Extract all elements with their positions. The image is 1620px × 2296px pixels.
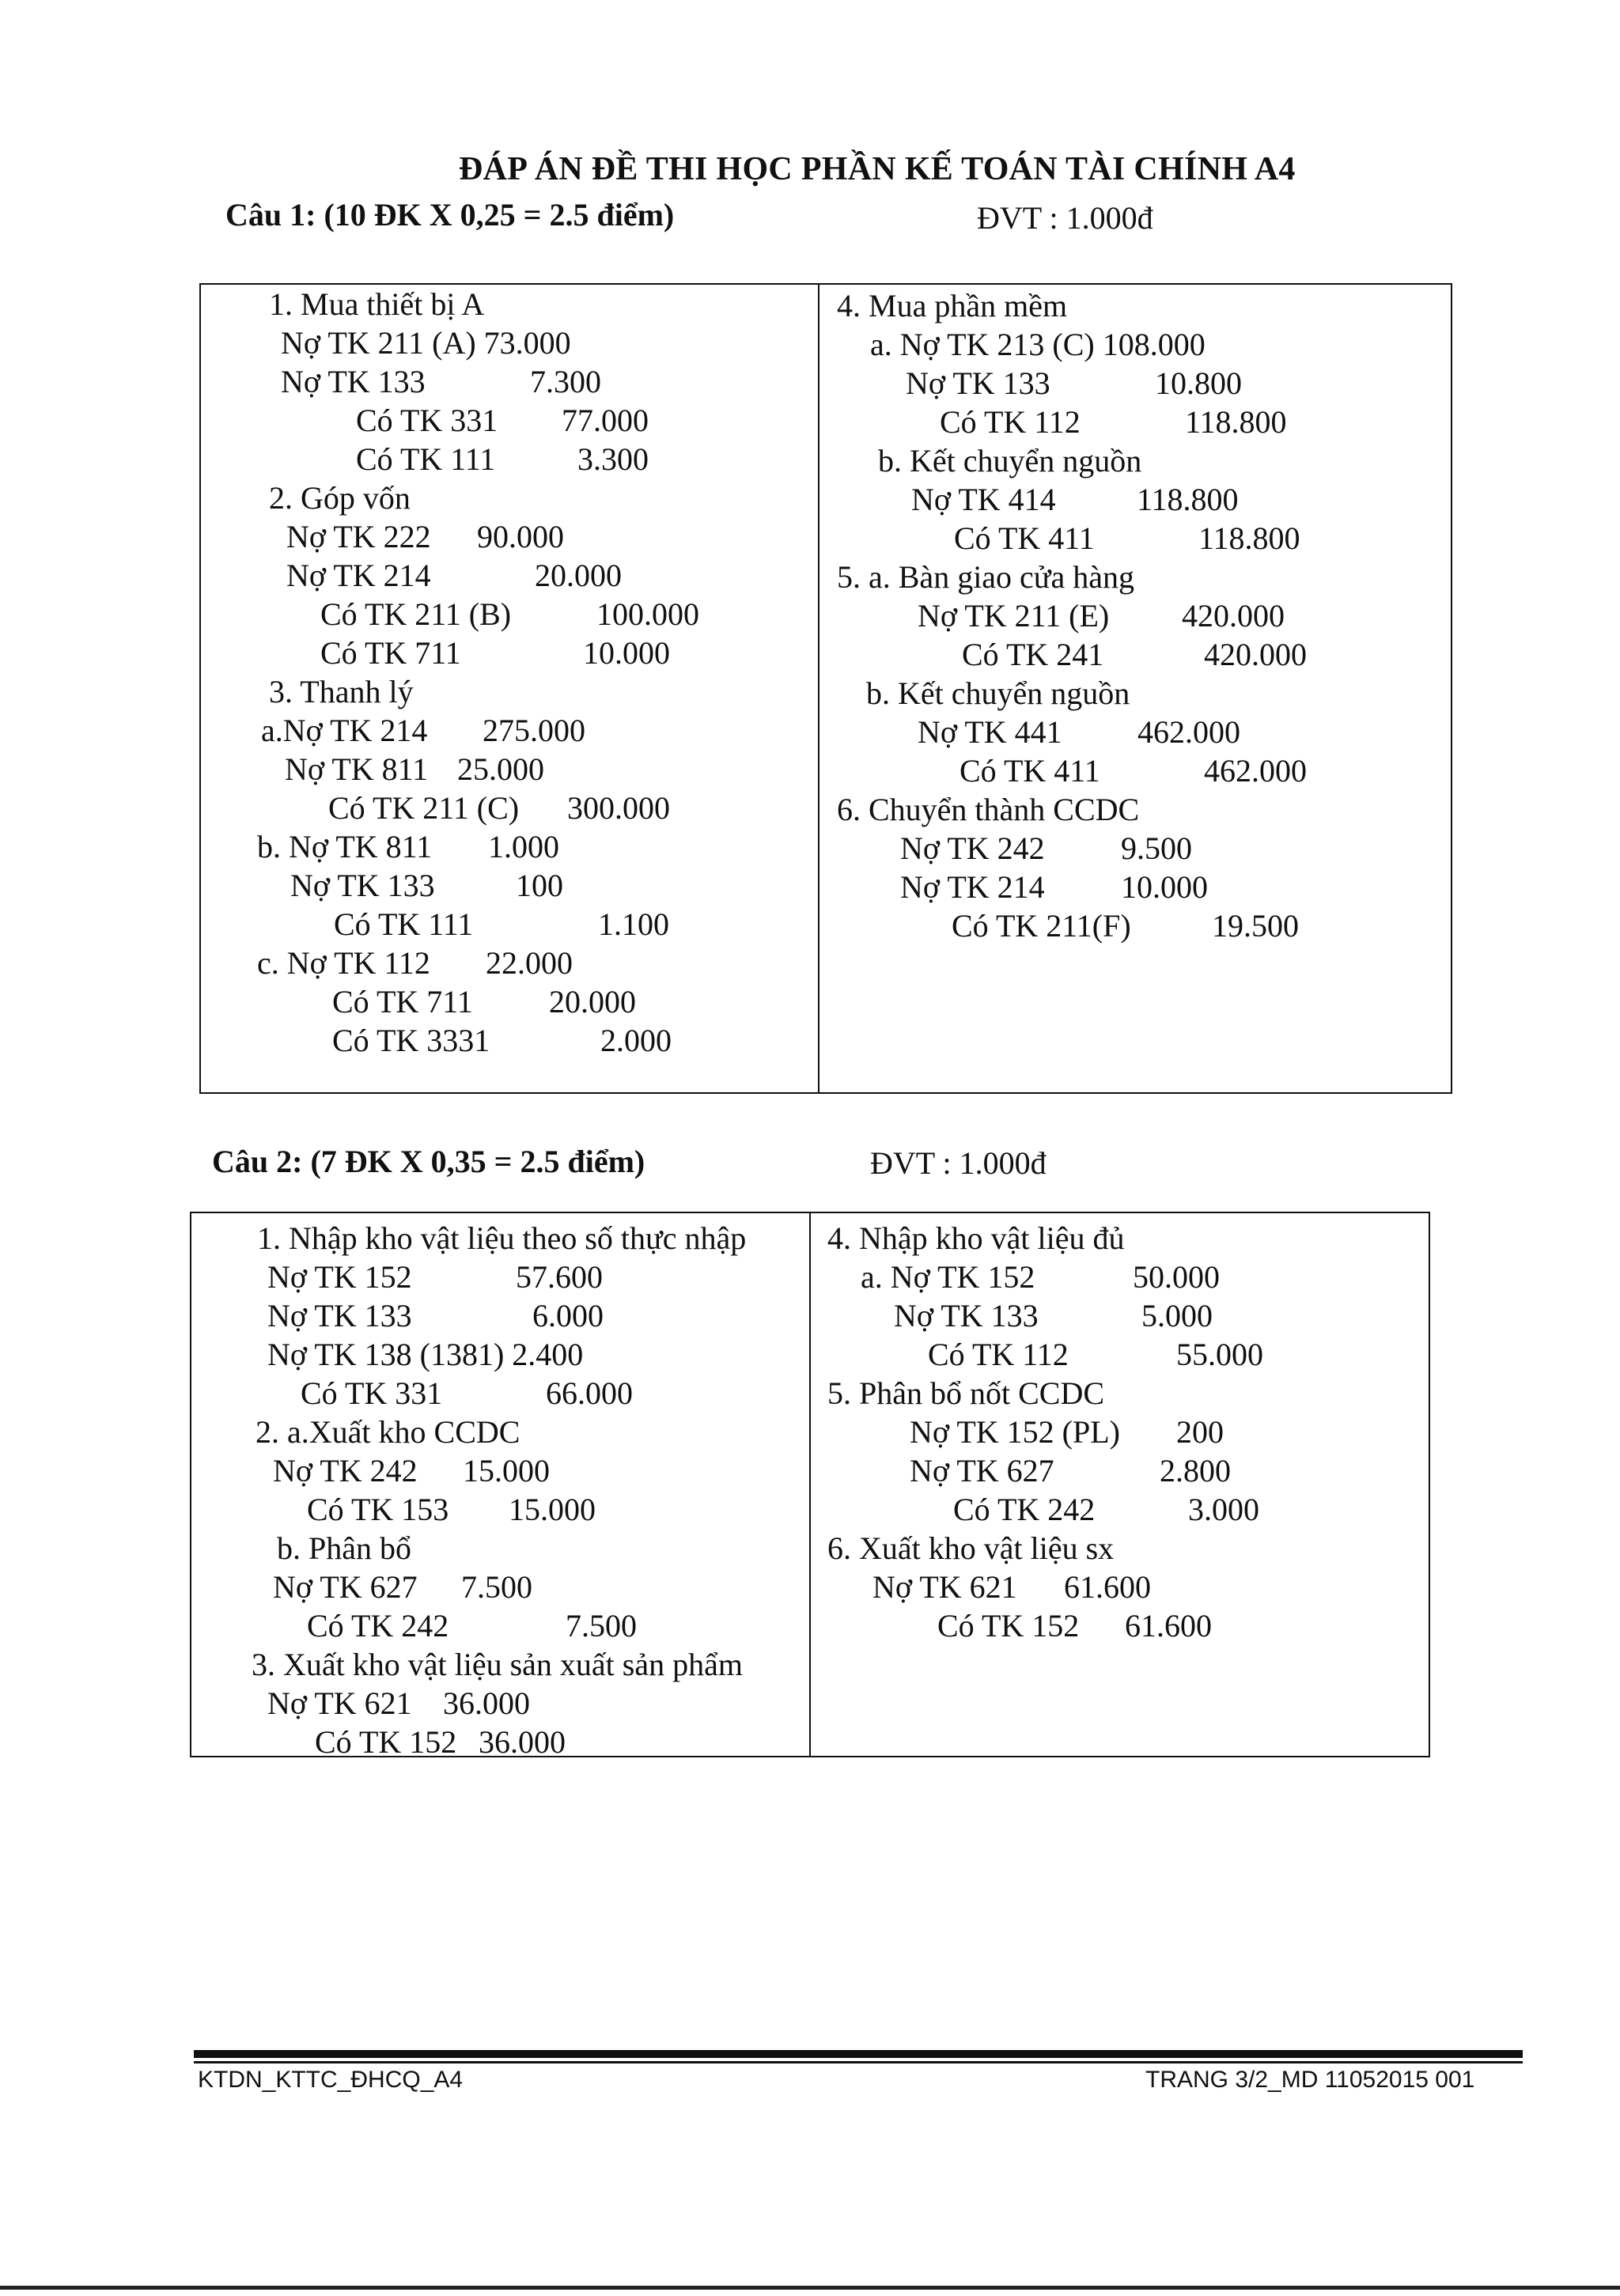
entry-amount: 36.000: [479, 1724, 566, 1760]
entry-amount: 10.800: [1155, 365, 1242, 401]
entry-line: Có TK 241: [962, 637, 1104, 672]
entry-amount: 20.000: [549, 984, 636, 1019]
entry-line: Nợ TK 621: [267, 1685, 412, 1721]
question-2-unit: ĐVT : 1.000đ: [870, 1145, 1047, 1181]
entry-line: Có TK 331: [301, 1375, 443, 1411]
entry-amount: 3.000: [1188, 1492, 1259, 1527]
entry-amount: 15.000: [509, 1492, 596, 1527]
entry-line: b. Phân bổ: [277, 1530, 411, 1566]
entry-line: Nợ TK 133: [281, 364, 426, 399]
entry-line: Nợ TK 133: [267, 1298, 412, 1333]
entry-line: Nợ TK 222: [286, 519, 431, 554]
entry-line: 2. Góp vốn: [269, 480, 411, 516]
entry-line: b. Kết chuyển nguồn: [866, 675, 1130, 711]
entry-line: Nợ TK 242: [273, 1453, 418, 1488]
entry-line: c. Nợ TK 112: [257, 945, 430, 981]
entry-line: Có TK 153: [307, 1492, 449, 1527]
entry-line: 1. Nhập kho vật liệu theo số thực nhập: [257, 1220, 747, 1256]
entry-amount: 300.000: [567, 790, 670, 826]
entry-line: Nợ TK 242: [900, 830, 1045, 866]
entry-amount: 118.800: [1185, 404, 1287, 440]
entry-line: Nợ TK 414: [911, 482, 1056, 517]
footer-rule: [194, 2050, 1523, 2058]
page-title: ĐÁP ÁN ĐỀ THI HỌC PHẦN KẾ TOÁN TÀI CHÍNH A4: [459, 151, 1296, 187]
entry-amount: 55.000: [1176, 1337, 1263, 1372]
entry-amount: 25.000: [457, 751, 544, 787]
entry-amount: 7.500: [566, 1608, 637, 1644]
entry-line: Nợ TK 211 (E): [918, 598, 1110, 634]
entry-line: Có TK 152: [937, 1608, 1080, 1644]
scan-bottom-edge: [0, 2286, 1620, 2290]
entry-line: Nợ TK 152: [267, 1259, 412, 1295]
entry-line: Có TK 3331: [332, 1023, 490, 1058]
entry-amount: 275.000: [483, 713, 585, 748]
entry-amount: 15.000: [463, 1453, 550, 1488]
entry-line: Có TK 331: [356, 403, 498, 438]
entry-amount: 420.000: [1204, 637, 1307, 672]
entry-line: Có TK 211 (C): [328, 790, 520, 826]
entry-amount: 3.300: [577, 441, 649, 477]
footer-page-number: TRANG 3/2_MD 11052015 001: [1145, 2067, 1475, 2093]
entry-amount: 61.600: [1125, 1608, 1212, 1644]
entry-line: 2. a.Xuất kho CCDC: [255, 1414, 520, 1450]
entry-line: Có TK 152: [315, 1724, 457, 1760]
entry-amount: 36.000: [443, 1685, 530, 1721]
entry-line: Nợ TK 811: [285, 751, 429, 787]
entry-line: Nợ TK 133: [290, 868, 435, 903]
entry-line: 6. Chuyển thành CCDC: [837, 792, 1140, 827]
entry-amount: 19.500: [1212, 908, 1299, 944]
entry-amount: 2.000: [600, 1023, 672, 1058]
footer-rule-thin: [194, 2061, 1523, 2063]
entry-amount: 10.000: [1121, 869, 1208, 905]
entry-line: a. Nợ TK 152: [861, 1259, 1035, 1295]
entry-line: 3. Xuất kho vật liệu sản xuất sản phẩm: [252, 1647, 743, 1682]
footer-code: KTDN_KTTC_ĐHCQ_A4: [198, 2067, 464, 2093]
entry-amount: 10.000: [583, 635, 670, 671]
entry-line: Có TK 242: [953, 1492, 1096, 1527]
entry-line: Có TK 242: [307, 1608, 449, 1644]
entry-amount: 61.600: [1064, 1569, 1151, 1605]
entry-line: Có TK 112: [928, 1337, 1069, 1372]
entry-amount: 66.000: [546, 1375, 633, 1411]
entry-amount: 118.800: [1137, 482, 1239, 517]
entry-line: Nợ TK 214: [900, 869, 1045, 905]
entry-amount: 5.000: [1141, 1298, 1213, 1333]
entry-amount: 90.000: [477, 519, 564, 554]
entry-amount: 57.600: [516, 1259, 603, 1295]
entry-line: Có TK 411: [954, 520, 1095, 556]
entry-amount: 462.000: [1137, 714, 1240, 750]
entry-line: Có TK 711: [332, 984, 473, 1019]
question-1-column-divider: [818, 285, 819, 1092]
entry-amount: 1.100: [598, 906, 669, 942]
question-2-column-divider: [809, 1213, 811, 1756]
entry-amount: 118.800: [1198, 520, 1300, 556]
entry-line: Nợ TK 138 (1381) 2.400: [267, 1337, 584, 1372]
entry-amount: 100: [516, 868, 563, 903]
entry-line: Có TK 111: [334, 906, 474, 942]
entry-amount: 77.000: [562, 403, 649, 438]
entry-amount: 2.800: [1160, 1453, 1231, 1488]
entry-amount: 200: [1176, 1414, 1224, 1450]
entry-amount: 22.000: [486, 945, 573, 981]
entry-amount: 9.500: [1121, 830, 1192, 866]
entry-line: Nợ TK 627: [910, 1453, 1054, 1488]
entry-amount: 462.000: [1204, 753, 1307, 789]
question-2-heading: Câu 2: (7 ĐK X 0,35 = 2.5 điểm): [212, 1144, 645, 1179]
entry-line: b. Kết chuyển nguồn: [878, 443, 1142, 478]
entry-amount: 6.000: [532, 1298, 604, 1333]
entry-line: 1. Mua thiết bị A: [269, 286, 485, 322]
entry-amount: 20.000: [535, 558, 622, 593]
entry-line: Nợ TK 211 (A) 73.000: [281, 325, 571, 361]
entry-line: Nợ TK 441: [918, 714, 1062, 750]
entry-line: Có TK 711: [320, 635, 461, 671]
entry-line: Nợ TK 133: [906, 365, 1050, 401]
entry-line: Nợ TK 214: [286, 558, 431, 593]
question-1-heading: Câu 1: (10 ĐK X 0,25 = 2.5 điểm): [225, 197, 675, 233]
entry-amount: 100.000: [596, 596, 699, 632]
entry-line: Có TK 211(F): [952, 908, 1131, 944]
entry-line: Có TK 111: [356, 441, 496, 477]
entry-line: a. Nợ TK 213 (C) 108.000: [870, 327, 1206, 362]
entry-line: Có TK 411: [960, 753, 1100, 789]
entry-line: a.Nợ TK 214: [261, 713, 428, 748]
entry-line: 3. Thanh lý: [269, 674, 414, 709]
entry-line: 5. a. Bàn giao cửa hàng: [837, 559, 1134, 595]
entry-line: Nợ TK 627: [273, 1569, 418, 1605]
entry-line: Có TK 211 (B): [320, 596, 512, 632]
entry-line: 6. Xuất kho vật liệu sx: [827, 1530, 1115, 1566]
entry-line: Nợ TK 133: [894, 1298, 1039, 1333]
entry-amount: 7.300: [530, 364, 601, 399]
question-1-unit: ĐVT : 1.000đ: [977, 200, 1153, 236]
entry-amount: 7.500: [461, 1569, 532, 1605]
entry-line: b. Nợ TK 811: [257, 829, 433, 864]
entry-line: Nợ TK 621: [872, 1569, 1017, 1605]
entry-line: Có TK 112: [940, 404, 1081, 440]
entry-amount: 1.000: [488, 829, 559, 864]
entry-amount: 50.000: [1133, 1259, 1220, 1295]
entry-line: 4. Mua phần mềm: [837, 288, 1068, 323]
entry-amount: 420.000: [1182, 598, 1285, 634]
entry-line: Nợ TK 152 (PL): [910, 1414, 1120, 1450]
entry-line: 4. Nhập kho vật liệu đủ: [827, 1220, 1125, 1256]
entry-line: 5. Phân bổ nốt CCDC: [827, 1375, 1105, 1411]
